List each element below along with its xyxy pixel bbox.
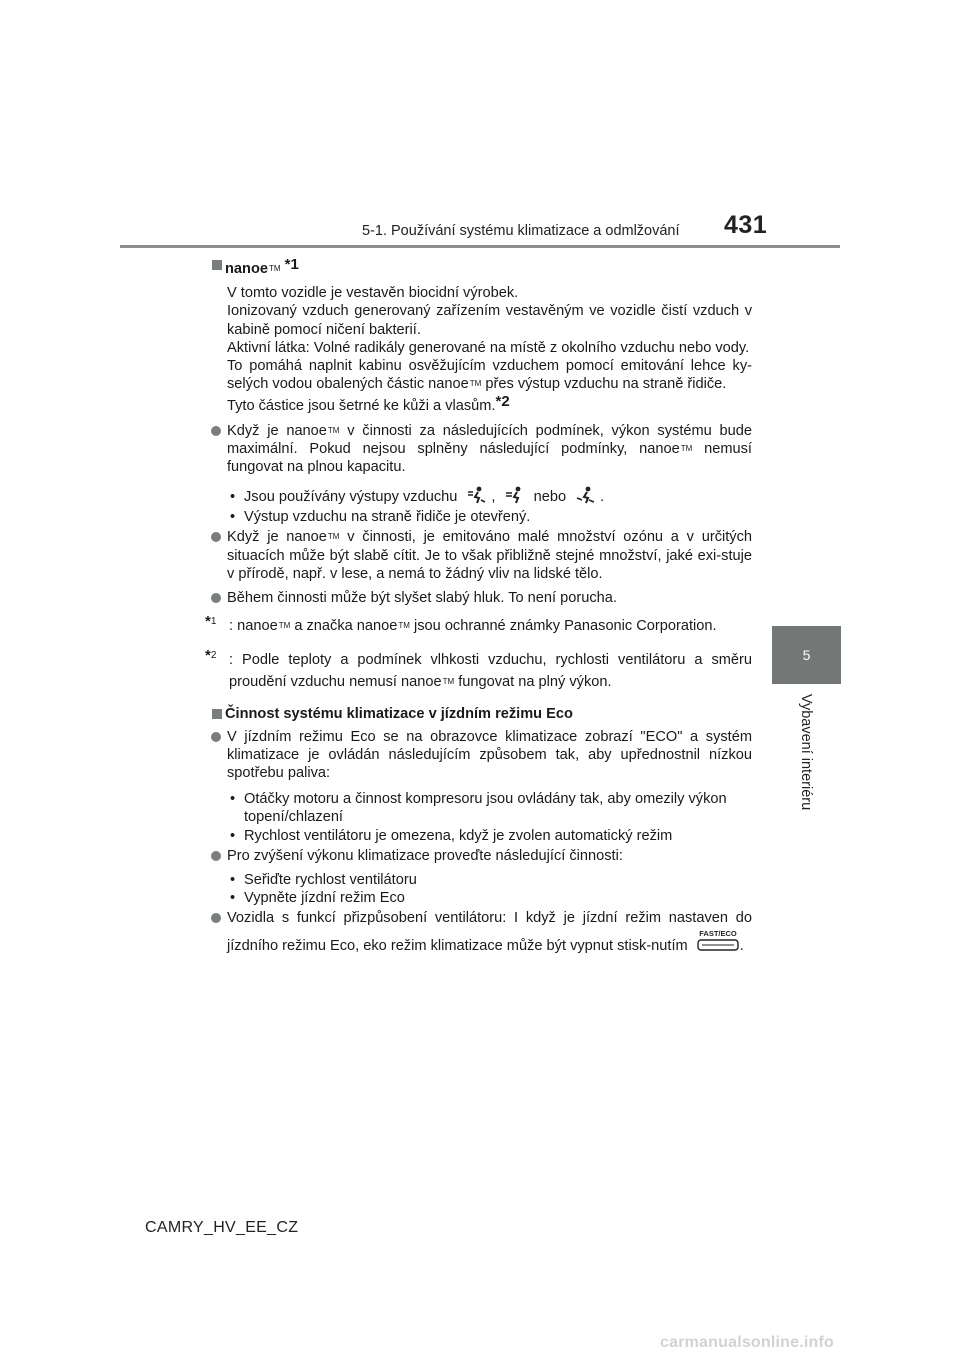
watermark[interactable]: carmanualsonline.info	[660, 1334, 835, 1351]
list-item: Když je nanoeTM v činnosti, je emitováno malé množství ozónu a v určitých situacích může být slabě cítit. Je to však přibližně stejné množství, jaké exi-stuje v přírodě, např. v lese, a nemá to žádný vliv na lidské tělo.	[210, 528, 752, 583]
round-bullet-icon	[211, 426, 221, 436]
document-code: CAMRY_HV_EE_CZ	[145, 1219, 299, 1236]
list-item: V jízdním režimu Eco se na obrazovce klimatizace zobrazí "ECO" a systém klimatizace je ovládán následujícím způsobem tak, aby upřednostnil nízkou spotřebu paliva:	[210, 728, 752, 783]
vent-face-icon	[504, 486, 526, 504]
list-item: • Rychlost ventilátoru je omezena, když je zvolen automatický režim	[230, 827, 673, 844]
vent-feet-icon	[574, 486, 596, 504]
footnote-2: *$^2$ : Podle teploty a podmínek vlhkosti vzduchu, rychlosti ventilátoru a směru proudění vzduchu nemusí nanoeTM fungovat na plný výkon.	[205, 647, 752, 691]
page-content	[205, 252, 753, 956]
square-bullet-icon	[212, 709, 222, 719]
chapter-label: Vybavení interiéru	[798, 693, 814, 811]
list-item: Vozidla s funkcí přizpůsobení ventilátoru: I když je jízdní režim nastaven do jízdního režimu Eco, eko režim klimatizace může být vypnut stisk-nutím FAST/ECO .	[210, 909, 752, 956]
header-divider	[120, 245, 840, 248]
round-bullet-icon	[211, 532, 221, 542]
section-title: 5-1. Používání systému klimatizace a odmlžování	[362, 223, 680, 239]
vent-face-feet-icon	[465, 486, 487, 504]
round-bullet-icon	[211, 851, 221, 861]
page-number: 431	[724, 211, 768, 239]
list-item: Během činnosti může být slyšet slabý hluk. To není porucha.	[210, 589, 752, 607]
fast-eco-label: FAST/ECO	[698, 929, 737, 939]
round-bullet-icon	[211, 732, 221, 742]
list-item: • Jsou používány výstupy vzduchu , nebo .	[210, 486, 752, 508]
chapter-number: 5	[802, 647, 811, 663]
footnote-1: *$^1$ : nanoeTM a značka nanoeTM jsou ochranné známky Panasonic Corporation.	[205, 613, 717, 635]
list-item: Když je nanoeTM v činnosti za následujících podmínek, výkon systému bude maximální. Pokud nejsou splněny následující podmínky, nanoeTM nemusí fungovat na plnou kapacitu.	[210, 422, 752, 477]
eco-heading: Činnost systému klimatizace v jízdním režimu Eco	[210, 705, 752, 723]
list-item: Pro zvýšení výkonu klimatizace proveďte následující činnosti:	[210, 847, 752, 865]
list-item: • Vypněte jízdní režim Eco	[230, 890, 405, 907]
round-bullet-icon	[211, 913, 221, 923]
list-item: • Seřiďte rychlost ventilátoru	[230, 872, 417, 889]
round-bullet-icon	[211, 593, 221, 603]
footnote-ref: *2	[495, 393, 510, 411]
fast-eco-button-icon	[696, 928, 740, 952]
nanoe-heading: nanoeTM *1	[210, 256, 752, 278]
list-item: • Otáčky motoru a činnost kompresoru jsou ovládány tak, aby omezily výkon topení/chlazení	[230, 791, 727, 826]
list-item: • Výstup vzduchu na straně řidiče je otevřený.	[230, 509, 531, 526]
square-bullet-icon	[212, 260, 222, 270]
nanoe-description: V tomto vozidle je vestavěn biocidní výrobek. Ionizovaný vzduch generovaný zařízením vestavěným ve vozidle čistí vzduch v kabině pomocí ničení bakterií. Aktivní látka: Volné radikály generované na místě z okolního vzduchu nebo vody. To pomáhá naplnit kabinu osvěžujícím vzduchem pomocí emitování lehce ky-selých vodou obalených částic nanoeTM přes výstup vzduchu na straně řidiče. Tyto částice jsou šetrné ke kůži a vlasům.*2	[227, 285, 752, 415]
footnote-ref: *1	[284, 256, 299, 273]
chapter-tab[interactable]	[772, 626, 841, 684]
